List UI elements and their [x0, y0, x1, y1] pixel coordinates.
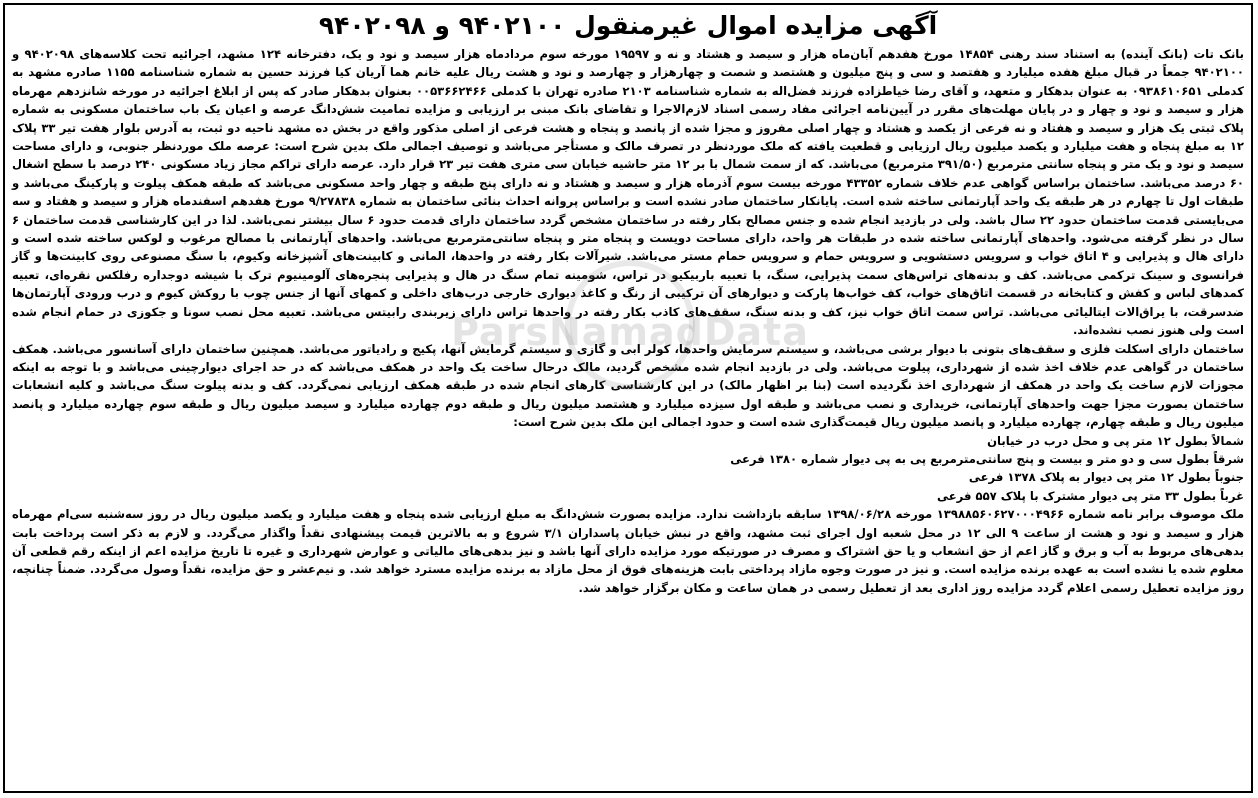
notice-body — [5, 45, 1251, 597]
notice-paragraph-1: بانک تات (بانک آینده) به استناد سند رهنی ۱۴۸۵۴ مورخ هفدهم آبان‌ماه هزار و سیصد و هشتاد و نه و ۱۹۵۹۷ مورخه سوم مردادماه هزار سیصد و نود و یک، دفترخانه ۱۲۴ مشهد، اجرائیه تحت کلاسه‌های ۹۴۰۲۰۹۸ و ۹۴۰۲۱۰۰ جمعاً در قبال مبلغ هفده میلیارد و هفتصد و سی و پنج میلیون و هشتصد و شصت و چهارهزار و چهارصد و نود و هشت ریال علیه خانم هما آریان کیا فرزند حسین به شماره شناسنامه ۱۱۵۵ صادره مشهد به کدملی ۰۹۳۸۶۱۰۶۵۱ به عنوان بدهکار و متعهد، و آقای رضا خیاطزاده فرزند فضل‌اله به شماره شناسنامه ۲۱۰۳ صادره تهران با کدملی ۰۰۵۳۶۶۲۴۶۶ بعنوان بدهکار صادر که پس از ابلاغ اجرائیه در مورخه شانزدهم مهرماه هزار و سیصد و نود و چهار و در پایان مهلت‌های مقرر در آیین‌نامه اجرائی مفاد رسمی اسناد لازم‌الاجرا و تقاضای بانک مبنی بر ارزیابی و مزایده تمامیت شش‌دانگ عرصه و اعیان یک باب ساختمان مسکونی به شماره پلاک ثبتی یک هزار و سیصد و هفتاد و نه فرعی از یکصد و هشتاد و چهار اصلی مفروز و مجزا شده از پانصد و پنجاه و هشت فرعی از اصلی مذکور واقع در بخش ده مشهد ناحیه دو ثبت، به آدرس بلوار هفت تیر ۳۳ پلاک ۱۲ به مبلغ پنجاه و هفت میلیارد و یکصد میلیون ریال ارزیابی و قطعیت یافته که ملک موردنظر در تصرف مالک و مستأجر می‌باشد و توصیف اجمالی ملک بدین شرح است: عرصه ملک موردنظر جنوبی، و دارای مساحت سیصد و نود و یک متر و پنجاه سانتی مترمربع (۳۹۱/۵۰ مترمربع) می‌باشد. که از سمت شمال با بر ۱۲ متر حاشیه خیابان سی متری هفت تیر ۲۳ قرار دارد. عرصه دارای تراکم مجاز زیاد مسکونی ۲۴۰ درصد با سطح اشغال ۶۰ درصد می‌باشد. ساختمان براساس گواهی عدم خلاف شماره ۴۳۳۵۲ مورخه بیست سوم آذرماه هزار و سیصد و هشتاد و نه دارای پنج طبقه و چهار واحد مسکونی می‌باشد که طبقه همکف پیلوت و پارکینگ می‌باشد و طبقات اول تا چهارم در هر طبقه یک واحد آپارتمانی ساخته شده است. پایانکار ساختمان صادر نشده است و براساس پروانه احداث بنائی ساختمان به شماره ۹/۲۷۸۳۸ مورخ هفدهم اسفندماه هزار و سیصد و هفتاد و سه می‌بایستی قدمت ساختمان حدود ۲۲ سال باشد. ولی در بازدید انجام شده و جنس مصالح بکار رفته در ساختمان مشخص گردد ساختمان دارای قدمت حدود ۶ سال بیشتر نمی‌باشد. لذا در این کارشناسی قدمت ساختمان ۶ سال در نظر گرفته می‌شود. واحدهای آپارتمانی ساخته شده در طبقات هر واحد، دارای مساحت دویست و پنجاه متر و پنجاه سانتی‌مترمربع می‌باشد. واحدهای آپارتمانی با مصالح مرغوب و لوکس ساخته شده است و دارای هال و پذیرایی و ۴ اتاق خواب و سرویس دستشویی و سرویس حمام و سرویس حمام مستر می‌باشد. شیرآلات بکار رفته در واحدها، المانی و کابینت‌های آشپزخانه وکیوم، با سنگ مصنوعی روی کابینت‌ها و گاز فرانسوی و سینک ترکمی می‌باشد. کف و بدنه‌های تراس‌های سمت پذیرایی، سنگ، با تعبیه باربیکیو در تراس، شومینه تمام سنگ در هال و پذیرایی پنجره‌های آلومینیوم ترک با شیشه دوجداره رفلکس نقره‌ای، تعبیه کمدهای لباس و کفش و کتابخانه در قسمت اتاق‌های خواب، کف خواب‌ها پارکت و دیوارهای آن ترکیبی از رنگ و کاغذ دیواری خارجی درب‌های داخلی و کمهای آنها از جنس چوب با روکش کیوم و درب ورودی آپارتمان‌ها ضدسرقت، با یراق‌الات ایتالیائی می‌باشد. تراس سمت اتاق خواب نیز، کف و بدنه سنگ، سقف‌های کاذب بکار رفته در واحدها تراس دارای زیربندی رابیتس می‌باشد. تعبیه محل نصب سونا و جکوزی در حمام انجام شده است ولی هنوز نصب نشده‌اند. — [12, 47, 1245, 338]
boundaries-list — [12, 432, 1244, 506]
notice-frame — [3, 3, 1253, 793]
notice-paragraph-2: ساختمان دارای اسکلت فلزی و سقف‌های بتونی با دیوار برشی می‌باشد، و سیستم سرمایش واحدها، کولر ابی و گازی و سیستم گرمایش آنها، پکیج و رادیاتور می‌باشد. همچنین ساختمان دارای آسانسور می‌باشد. همکف ساختمان در گواهی عدم خلاف اخذ شده از شهرداری، پیلوت می‌باشد. ولی در بازدید انجام شده مشخص گردید، مالک درحال ساخت یک واحد در همکف می‌باشد که در حد اجرای دیوارچینی می‌باشد و با توجه به اینکه مجوزات لازم ساخت یک واحد در همکف از شهرداری اخذ نگردیده است (بنا بر اظهار مالک) در این کارشناسی کارهای انجام شده در طبقه همکف ارزیابی نمی‌گردد. کف و بدنه پیلوت سنگ می‌باشد و کلیه انشعابات ساختمان بصورت مجزا جهت واحدهای آپارتمانی، خریداری و نصب می‌باشد و طبقه اول سیزده میلیارد و هشتصد میلیون ریال و طبقه دوم چهارده میلیارد و سیصد میلیون ریال و طبقه سوم چهارده میلیارد و پانصد میلیون ریال و طبقه چهارم، چهارده میلیارد و پانصد میلیون ریال قیمت‌گذاری شده است و حدود اجمالی این ملک بدین شرح است: — [12, 341, 1244, 430]
boundary-north: شمالاً بطول ۱۲ متر پی و محل درب در خیابان — [987, 433, 1244, 448]
notice-title: آگهی مزایده اموال غیرمنقول ۹۴۰۲۱۰۰ و ۹۴۰۲۰۹۸ — [318, 11, 938, 40]
watermark-text: ParsNamadData — [451, 310, 809, 354]
boundary-west: غرباً بطول ۳۳ متر پی دیوار مشترک با پلاک ۵۵۷ فرعی — [937, 488, 1244, 503]
boundary-south: جنوباً بطول ۱۲ متر پی دیوار به پلاک ۱۳۷۸ فرعی — [968, 470, 1244, 485]
notice-paragraph-3: ملک موصوف برابر نامه شماره ۱۳۹۸۸۵۶۰۶۲۷۰۰۰۴۹۶۶ مورخه ۱۳۹۸/۰۶/۲۸ سابقه بازداشت ندارد. مزایده بصورت شش‌دانگ به مبلغ ارزیابی شده پنجاه و هفت میلیارد و یکصد میلیون ریال در روز سه‌شنبه سی‌ام مهرماه هزار و سیصد و نود و هشت از ساعت ۹ الی ۱۲ در محل شعبه اول اجرای ثبت مشهد، واقع در نبش خیابان پاسداران ۳/۱ شروع و به بالاترین قیمت پیشنهادی نقداً واگذار می‌گردد. و لازم به ذکر است پرداخت بابت بدهی‌های مربوط به آب و برق و گاز اعم از حق انشعاب و یا حق اشتراک و مصرف در صورتیکه مورد مزایده دارای آنها باشد و نیز بدهی‌های مالیاتی و عوارض شهرداری و غیره تا تاریخ مزایده اعم از اینکه رقم قطعی آن معلوم شده یا نشده است به عهده برنده مزایده است. و نیز در صورت وجوه مازاد پرداختی بابت هزینه‌های فوق از محل مازاد به برنده مزایده مسترد خواهد شد. و نیم‌عشر و حق مزایده، نقداً وصول می‌گردد. ضمناً چنانچه، روز مزایده تعطیل رسمی اعلام گردد مزایده روز اداری بعد از تعطیل رسمی در همان ساعت و مکان برگزار خواهد شد. — [12, 507, 1244, 595]
boundary-east: شرقاً بطول سی و دو متر و بیست و پنج سانتی‌مترمربع پی به پی دیوار شماره ۱۳۸۰ فرعی — [730, 451, 1244, 466]
